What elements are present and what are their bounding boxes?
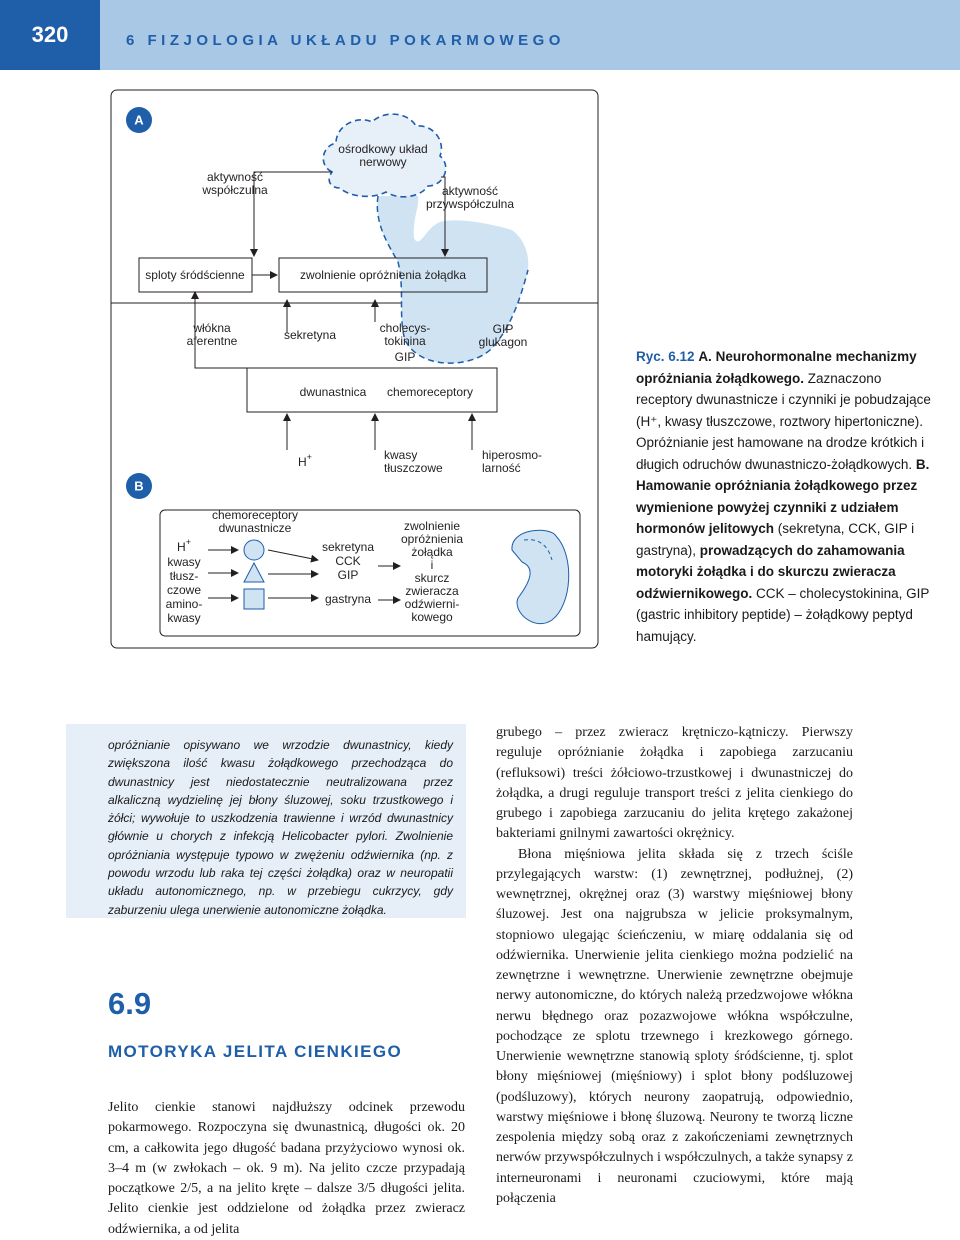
caption-b-title-2: prowadzących do zahamowania motoryki żołądka i do skurczu zwieracza odźwiernikowego.	[636, 542, 905, 601]
b-result-1: zwolnienie	[403, 519, 461, 533]
sympathetic-label-2: współczulna	[202, 183, 268, 197]
b-hormone-1: sekretyna	[321, 540, 375, 554]
cns-label-1: ośrodkowy układ	[338, 142, 428, 156]
cck-label-2: tokinina	[384, 334, 426, 348]
b-result-6: zwieracza	[405, 584, 459, 598]
caption-b-text: (sekretyna, CCK, GIP i gastryna),	[636, 521, 915, 558]
caption-b-title: B. Hamowanie opróżniania żołądkowego przez wymienione powyżej czynniki z udziałem hormonów jelitowych	[636, 456, 930, 536]
fatty-acids-label-2: tłuszczowe	[384, 461, 443, 475]
sidebar-text: opróżnianie opisywano we wrzodzie dwunastnicy, kiedy zwiększona ilość kwasu żołądkowego przechodząca do dwunastnicy jest niedostatecznie neutralizowana przez alkaliczną wydzielinę jej błony śluzowej, soku trzustkowego i żółci; wywołuje to uszkodzenia trawienne i wrzód dwunastnicy głównie u chorych z infekcją Helicobacter pylori. Zwolnienie opróżniania występuje typowo w zwężeniu odźwiernika (np. z powodu wrzodu lub raka tej części żołądka) oraz w neuropatii układu autonomicznego, np. w przebiegu cukrzycy, gdy zaburzeniu ulega unerwienie autonomiczne żołądka.	[108, 738, 453, 917]
stomach-small-icon	[512, 530, 569, 623]
gip-label: GIP	[394, 350, 416, 364]
b-fatty-1: kwasy	[167, 555, 201, 569]
b-amino-1: amino-	[165, 597, 203, 611]
b-result-3: żołądka	[411, 545, 453, 559]
b-fatty-2: tłusz-	[169, 569, 199, 583]
caption-a-title: A. Neurohormonalne mechanizmy opróżniania żołądkowego.	[636, 349, 917, 386]
body-right-paragraph-2: Błona mięśniowa jelita składa się z trzech ściśle przylegających warstw: (1) zewnętrznej, podłużnej, (2) wewnętrznej, okrężnej oraz (3) warstwy mięśniowej błony śluzowej. Jest ona najgrubsza w jelicie proksymalnym, stopniowo ulegając ścieńczeniu, w miarę oddalania się od odźwiernika. Unerwienie jelita cienkiego można podzielić na zewnętrzne i wewnętrzne. Unerwienie zewnętrzne obejmuje nerwy autonomiczne, do których należą przedzwojowe włókna nerwu błędnego oraz pozazwojowe włókna współczulne, pochodzące ze splotu trzewnego i krezkowego górnego. Unerwienie wewnętrzne stanowią sploty śródścienne, tj. splot błony mięśniowej (mięśniowy) i splot błony podśluzowej (podśluzowy), których neurony zaopatrują, odpowiednio, warstwy mięśniowe i błonę śluzową. Neurony te tworzą liczne zespolenia między sobą oraz z zakończeniami zewnętrznych nerwów przywspółczulnych i współczulnych, a także synapsy z interneuronami i neuronami czuciowymi, które mają połączenia	[496, 846, 853, 1206]
b-chemoreceptors-label-1: chemoreceptory	[211, 508, 299, 522]
b-result-5: skurcz	[414, 571, 450, 585]
body-right-column	[496, 723, 853, 1209]
afferent-label-2: aferentne	[186, 334, 238, 348]
body-right-paragraph-1: grubego – przez zwieracz krętniczo-kątniczy. Pierwszy reguluje opróżnianie żołądka i zapobiega zarzucaniu (refluksowi) treści żółciowo-trzustkowej i dwunastniczej do żołądka, a drugi reguluje transport treści z jelita cienkiego do grubego i zapobiega zarzucaniu do jelita krętego zakażonej bakteriami gnilnymi zawartości okrężnicy.	[496, 725, 853, 842]
cns-label-2: nerwowy	[359, 155, 407, 169]
panel-b-label: B	[134, 478, 144, 494]
cck-label-1: cholecys-	[379, 321, 431, 335]
gip-glucagon-label-1: GIP	[492, 322, 514, 336]
running-head: 6 FIZJOLOGIA UKŁADU POKARMOWEGO	[126, 32, 565, 49]
b-gastrin: gastryna	[324, 592, 372, 606]
secretin-label: sekretyna	[283, 328, 337, 342]
h-plus-label: H+	[298, 452, 312, 469]
b-hormone-2: CCK	[335, 554, 361, 568]
b-result-4: i	[430, 558, 434, 572]
chemoreceptors-label: chemoreceptory	[386, 385, 474, 399]
b-amino-2: kwasy	[167, 611, 201, 625]
b-result-2: opróżnienia	[400, 532, 464, 546]
receptor-arrow-1	[268, 550, 318, 560]
caption-a-text: Zaznaczono receptory dwunastnicze i czynniki je pobudzające (H⁺, kwasy tłuszczowe, roztwory hipertoniczne). Opróżnianie jest hamowane na drodze krótkich i długich odruchów dwunastniczo-żołądkowych.	[636, 370, 931, 472]
section-number: 6.9	[108, 986, 152, 1021]
afferent-label-1: włókna	[193, 321, 231, 335]
body-left-paragraph: Jelito cienkie stanowi najdłuższy odcinek przewodu pokarmowego. Rozpoczyna się dwunastnicą, długości ok. 20 cm, a całkowita jego długość badana przyżyciowo wynosi ok. 3–4 m (w zwłokach – ok. 9 m). Na jelito czcze przypadają początkowe 2/5, a na jelito kręte – dalsze 3/5 długości jelita. Jelito cienkie jest oddzielone od żołądka przez zwieracz odźwiernika, a od jelita	[108, 1100, 465, 1237]
page-number: 320	[0, 0, 100, 70]
fatty-acids-label-1: kwasy	[384, 448, 418, 462]
b-hormone-3: GIP	[337, 568, 359, 582]
receptor-circle-icon	[244, 540, 264, 560]
b-fatty-3: czowe	[166, 583, 202, 597]
caption-abbreviations: CCK – cholecystokinina, GIP (gastric inhibitory peptide) – żołądkowy peptyd hamujący.	[636, 585, 930, 644]
figure-caption	[636, 346, 936, 647]
b-result-8: kowego	[411, 610, 453, 624]
receptor-square-icon	[244, 589, 264, 609]
parasympathetic-label-2: przywspółczulna	[425, 197, 515, 211]
section-title: MOTORYKA JELITA CIENKIEGO	[108, 1042, 403, 1061]
duodenum-label: dwunastnica	[299, 385, 367, 399]
plexus-label: sploty śródścienne	[145, 268, 245, 282]
panel-a-label: A	[134, 112, 144, 128]
b-h-plus-label: H+	[177, 537, 191, 554]
b-chemoreceptors-label-2: dwunastnicze	[218, 521, 292, 535]
hyperosmolarity-label-1: hiperosmo-	[482, 448, 543, 462]
hyperosmolarity-label-2: larność	[482, 461, 521, 475]
parasympathetic-label-1: aktywność	[441, 184, 499, 198]
gip-glucagon-label-2: glukagon	[478, 335, 528, 349]
receptor-triangle-icon	[244, 563, 264, 582]
b-result-7: odźwierni-	[404, 597, 460, 611]
emptying-label: zwolnienie opróżnienia żołądka	[299, 268, 467, 282]
fig-ref: Ryc. 6.12	[636, 349, 695, 364]
sympathetic-label-1: aktywność	[206, 170, 264, 184]
